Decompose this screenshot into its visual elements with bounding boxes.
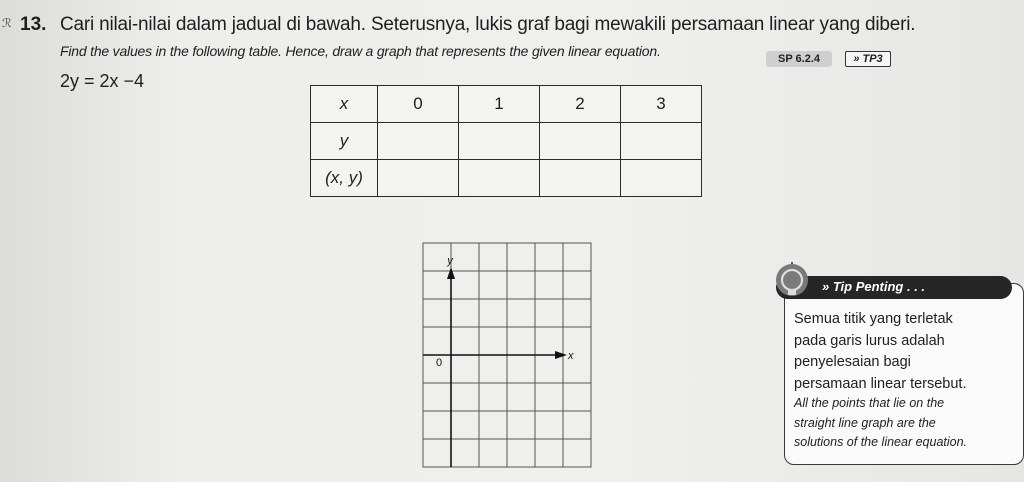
coordinate-grid	[422, 242, 594, 470]
tip-malay-line: persamaan linear tersebut.	[794, 375, 967, 392]
row-label-x: x	[311, 86, 378, 123]
linear-equation: 2y = 2x −4	[60, 71, 145, 91]
tip-english-line: straight line graph are the	[794, 415, 936, 430]
tip-title: » Tip Penting . . .	[822, 279, 926, 294]
row-label-xy: (x, y)	[311, 160, 378, 197]
x-axis-arrow	[555, 351, 567, 359]
cell-x-3: 3	[621, 86, 702, 123]
tip-text-malay	[794, 309, 967, 395]
cell-xy-0[interactable]	[378, 160, 459, 197]
y-axis-label: y	[447, 255, 453, 267]
tip-text-english	[794, 394, 967, 453]
cell-y-1[interactable]	[459, 123, 540, 160]
cell-xy-3[interactable]	[621, 160, 702, 197]
cell-xy-2[interactable]	[540, 160, 621, 197]
x-axis-label: x	[568, 350, 574, 362]
table-row-y	[311, 123, 702, 160]
cell-y-0[interactable]	[378, 123, 459, 160]
table-row-xy	[311, 160, 702, 197]
question-text-malay: Cari nilai-nilai dalam jadual di bawah. Seterusnya, lukis graf bagi mewakili persamaan linear yang diberi.	[60, 14, 916, 35]
question-text-english: Find the values in the following table. Hence, draw a graph that represents the given linear equation.	[60, 43, 661, 59]
y-axis-arrow	[447, 267, 455, 279]
table-row-x	[311, 86, 702, 123]
cell-y-2[interactable]	[540, 123, 621, 160]
lightbulb-icon	[768, 262, 816, 302]
values-table	[310, 85, 702, 197]
origin-label: 0	[435, 357, 443, 369]
cell-y-3[interactable]	[621, 123, 702, 160]
question-number: 13.	[20, 14, 47, 35]
tip-english-line: All the points that lie on the	[794, 396, 945, 410]
tip-malay-line: pada garis lurus adalah	[794, 332, 945, 349]
tip-english-line: solutions of the linear equation.	[794, 435, 968, 449]
row-label-y: y	[311, 123, 378, 160]
tip-malay-line: penyelesaian bagi	[794, 354, 911, 370]
cell-x-2: 2	[540, 86, 621, 123]
tip-malay-line: Semua titik yang terletak	[794, 311, 953, 327]
tp-badge: » TP3	[845, 51, 891, 67]
cell-x-0: 0	[378, 86, 459, 123]
margin-mark: ℛ	[2, 16, 12, 30]
cell-x-1: 1	[459, 86, 540, 123]
sp-badge: SP 6.2.4	[766, 51, 832, 67]
cell-xy-1[interactable]	[459, 160, 540, 197]
